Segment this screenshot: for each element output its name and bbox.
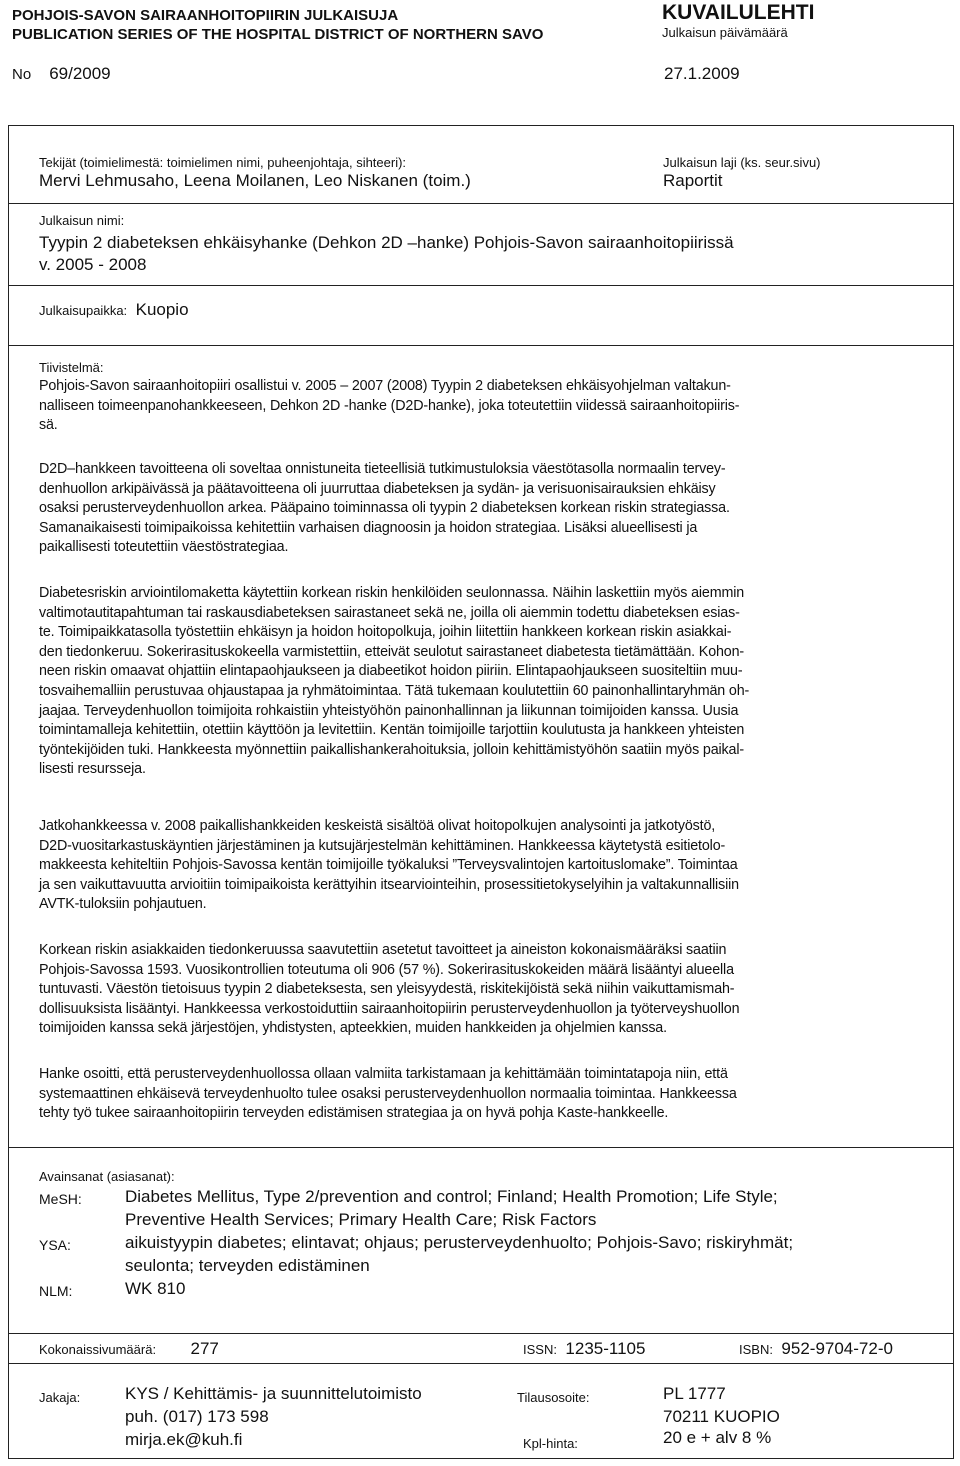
publication-type-value: Raportit xyxy=(663,171,723,190)
ysa-label: YSA: xyxy=(39,1237,71,1253)
title-line-1: Tyypin 2 diabeteksen ehkäisyhanke (Dehkon 2D –hanke) Pohjois-Savon sairaanhoitopiirissä xyxy=(39,233,734,252)
distributor-email[interactable]: mirja.ek@kuh.fi xyxy=(125,1430,243,1449)
abstract-paragraph-5: Korkean riskin asiakkaiden tiedonkeruussa saavutettiin asetetut tavoitteet ja aineiston kokonaismääräksi saatiin Pohjois-Savossa 1593. Vuosikontrollien toteutuma oli 906 (57 %). Sokerirasituskokeiden määrä lisääntyi alueella tuntuvasti. Väestön tietoisuus tyypin 2 diabeteksesta, sen yleisyydestä, riskitekijöistä sekä niihin vaikuttamismah- dollisuuksista lisääntyi. Hankkeessa verkostoiduttiin sairaanhoitopiirin perusterveydenhuollon ja työterveyshuollon toimijoiden kanssa sekä järjestöjen, yhdistysten, apteekkien, muiden hankkeiden ja ohjelmien kanssa. xyxy=(39,942,740,1037)
authors-section xyxy=(8,125,954,203)
title-line-2: v. 2005 - 2008 xyxy=(39,255,147,274)
issn-label: ISSN: xyxy=(523,1342,557,1357)
distributor-info xyxy=(125,1382,422,1451)
number-label: No xyxy=(12,66,32,83)
document-type: KUVAILULEHTI xyxy=(662,1,815,24)
publication-date: 27.1.2009 xyxy=(664,64,740,83)
distribution-section xyxy=(8,1363,954,1459)
isbn-value: 952-9704-72-0 xyxy=(781,1339,893,1358)
publication-type-label: Julkaisun laji (ks. seur.sivu) xyxy=(663,155,821,170)
number-value: 69/2009 xyxy=(49,64,111,83)
date-label: Julkaisun päivämäärä xyxy=(662,25,788,40)
place-section xyxy=(8,285,954,345)
price-label: Kpl-hinta: xyxy=(523,1436,578,1451)
ysa-keywords: aikuistyypin diabetes; elintavat; ohjaus; perusterveydenhuolto; Pohjois-Savo; riskiryhmät; seulonta; terveyden edistäminen xyxy=(125,1233,794,1275)
publisher-header xyxy=(12,6,543,44)
publication-meta xyxy=(8,1333,954,1363)
document-type-header xyxy=(662,2,814,42)
distributor-phone: puh. (017) 173 598 xyxy=(125,1407,269,1426)
page-count-label: Kokonaissivumäärä: xyxy=(39,1342,157,1357)
page-count-value: 277 xyxy=(190,1339,219,1358)
order-address xyxy=(663,1382,780,1428)
title-label: Julkaisun nimi: xyxy=(39,213,125,228)
abstract-paragraph-2: D2D–hankkeen tavoitteena oli soveltaa onnistuneita tieteellisiä tutkimustuloksia väestötasolla normaalin tervey- denhuollon arkipäivässä ja päätavoitteena oli juurruttaa diabeteksen ja sydän- ja verisuonisairauksien ehkäisy osaksi perusterveydenhuollon arkea. Pääpaino toiminnassa oli tyypin 2 diabeteksen korkean riskin strategiassa. Samanaikaisesti toimipaikoissa kehitettiin varhaisen diagnoosin ja hoidon strategiaa. Lisäksi alueellisesti ja paikallisesti toteutettiin väestöstrategiaa. xyxy=(39,461,730,556)
nlm-value: WK 810 xyxy=(125,1279,186,1298)
order-address-line-1: PL 1777 xyxy=(663,1384,726,1403)
abstract-paragraph-1: Pohjois-Savon sairaanhoitopiiri osallistui v. 2005 – 2007 (2008) Tyypin 2 diabeteksen ehkäisyohjelman valtakun- nalliseen toimeenpanohankkeeseen, Dehkon 2D -hanke (D2D-hanke), joka toteutettiin viidessä sairaanhoitopiiris- sä. xyxy=(39,378,740,434)
authors-value: Mervi Lehmusaho, Leena Moilanen, Leo Niskanen (toim.) xyxy=(39,171,471,190)
place-label: Julkaisupaikka: xyxy=(39,303,128,318)
publication-title xyxy=(39,232,734,276)
nlm-label: NLM: xyxy=(39,1283,73,1299)
order-address-line-2: 70211 KUOPIO xyxy=(663,1407,780,1426)
distributor-name: KYS / Kehittämis- ja suunnittelutoimisto xyxy=(125,1384,422,1403)
abstract-paragraph-4: Jatkohankkeessa v. 2008 paikallishankkeiden keskeistä sisältöä olivat hoitopolkujen analysointi ja jatkotyöstö, D2D-vuositarkastuskäyntien järjestäminen ja kutsujärjestelmän kehittäminen. Hankkeessa käytetystä esitietolo- makkeesta kehiteltiin Pohjois-Savossa kentän toimijoille työkaluksi ”Terveysvalintojen kartoituslomake”. Toimintaa ja sen vaikuttavuutta arvioitiin toimipaikoista kerättyihin itsearviointeihin, prosessitietokyselyihin ja valtakunnallisiin AVTK-tuloksiin pohjautuen. xyxy=(39,818,739,913)
distributor-label: Jakaja: xyxy=(39,1390,81,1405)
title-section xyxy=(8,203,954,285)
keywords-label: Avainsanat (asiasanat): xyxy=(39,1169,175,1184)
keywords-section xyxy=(8,1147,954,1333)
abstract-paragraph-6: Hanke osoitti, että perusterveydenhuollossa ollaan valmiita tarkistamaan ja kehittämään toimintatapoja niin, että systemaattinen ehkäisevä terveydenhuolto tulee osaksi perusterveydenhuollon normaalia toimintaa. Hankkeessa tehty työ tukee sairaanhoitopiirin terveyden edistämisen strategiaa ja on hyvä pohja Kaste-hankkeelle. xyxy=(39,1066,737,1122)
abstract-paragraph-3: Diabetesriskin arviointilomaketta käytettiin korkean riskin henkilöiden seulonnassa. Näihin laskettiin myös aiemmin valtimotautitapahtuman tai raskausdiabeteksen sairastaneet sekä ne, joilla oli aiemmin todettu diabeteksen esias- te. Toimipaikkatasolla työstettiin ehkäisyn ja hoidon hoitopolkuja, joihin liitettiin hankkeen korkean riskin asiakkai- den tiedonkeruu. Sokerirasituskokeella varmistettiin, etteivät seulotut sairastaneet diabetesta tietämättään. Kohon- neen riskin omaavat ohjattiin elintapaohjaukseen ja diabeetikot hoidon piiriin. Elintapaohjaukseen suositeltiin muu- tosvaihemalliin perustuvaa ohjaustapaa ja ryhmätoimintaa. Tätä tukemaan koulutettiin 60 painonhallintaryhmän oh- jaajaa. Terveydenhuollon toimijoita rohkaistiin yhteistyöhön painonhallinnan ja liikunnan toimijoiden kanssa. Uusia toimintamalleja kehitettiin, otettiin käyttöön ja levitettiin. Kentän toimijoille tarjottiin koulutusta ja hankkeen yhteisten työntekijöiden tuki. Hankkeesta myönnettiin paikallishankerahoituksia, jolloin kehittämistyöhön saatiin myös paikal- lisesti resursseja. xyxy=(39,585,750,778)
publisher-name-en: PUBLICATION SERIES OF THE HOSPITAL DISTRICT OF NORTHERN SAVO xyxy=(12,26,544,43)
isbn-label: ISBN: xyxy=(739,1342,773,1357)
mesh-keywords: Diabetes Mellitus, Type 2/prevention and control; Finland; Health Promotion; Life Style; Preventive Health Services; Primary Health Care; Risk Factors xyxy=(125,1187,778,1229)
place-value: Kuopio xyxy=(135,300,189,319)
abstract-label: Tiivistelmä: xyxy=(39,360,104,375)
issn xyxy=(523,1339,645,1359)
publisher-name-fi: POHJOIS-SAVON SAIRAANHOITOPIIRIN JULKAISUJA xyxy=(12,7,399,24)
page-count xyxy=(39,1339,219,1359)
place-row xyxy=(39,300,189,320)
abstract-section xyxy=(8,345,954,1147)
publication-number xyxy=(12,64,111,84)
price-value: 20 e + alv 8 % xyxy=(663,1428,772,1447)
authors-label: Tekijät (toimielimestä: toimielimen nimi, puheenjohtaja, sihteeri): xyxy=(39,155,407,170)
issn-value: 1235-1105 xyxy=(565,1339,646,1358)
isbn xyxy=(739,1339,893,1359)
order-address-label: Tilausosoite: xyxy=(517,1390,590,1405)
mesh-label: MeSH: xyxy=(39,1191,82,1207)
